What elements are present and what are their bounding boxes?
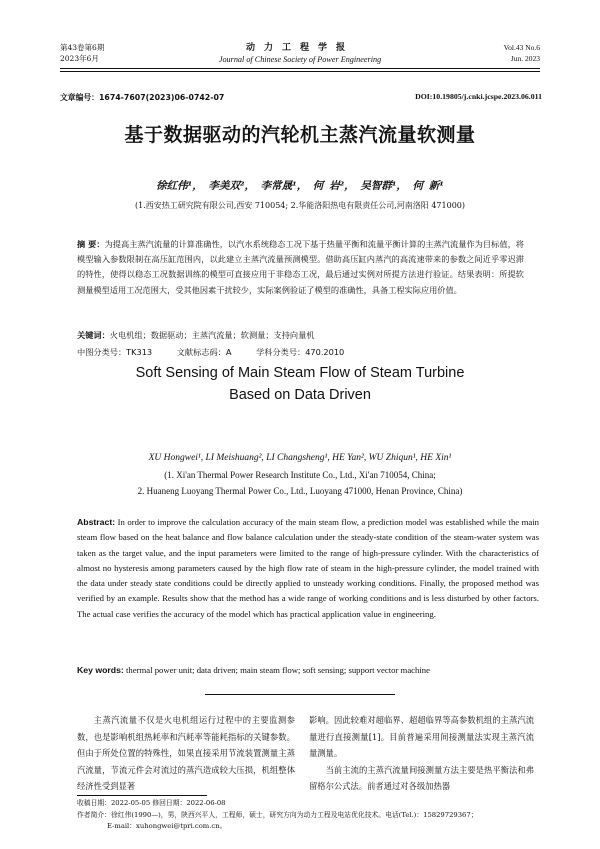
abstract-cn-text: 为提高主蒸汽流量的计算准确性，以汽水系统稳态工况下基于热量平衡和流量平衡计算的主蒸汽流量作为目标值，将模型输入参数限制在高压缸范围内，以此建立主蒸汽流量预测模型。借助高压缸内蒸汽的高流速带来的参数之间近乎零迟滞的特性，使得以稳态工况数据训练的模型可直接应用于非稳态工况，最后通过实例对所提方法进行验证。结果表明：所提软测量模型适用工况范围大，受其他因素干扰较少，实际案例验证了模型的准确性，具备工程实际应用价值。	[77, 239, 524, 295]
date-cn: 2023年6月	[60, 54, 99, 63]
abstract-cn-label: 摘 要：	[77, 239, 105, 249]
keywords-en	[77, 665, 539, 675]
body-column-right	[309, 712, 534, 795]
section-divider	[205, 694, 395, 695]
author-email[interactable]: E-mail：xuhongwei@tpri.com.cn。	[107, 822, 227, 830]
authors-en: XU Hongwei¹, LI Meishuang², LI Changsheng¹, HE Yan², WU Zhiqun¹, HE Xin¹	[148, 453, 452, 463]
footnote-rule	[77, 795, 207, 796]
affiliation-en-line2: 2. Huaneng Luoyang Thermal Power Co., Ltd., Luoyang 471000, Henan Province, China)	[137, 486, 463, 496]
affiliation-en-line1: (1. Xi'an Thermal Power Research Institute Co., Ltd., Xi'an 710054, China;	[164, 470, 436, 480]
body-column-left: 主蒸汽流量不仅是火电机组运行过程中的主要监测参数，也是影响机组热耗率和汽耗率等能耗指标的关键参数。但由于所处位置的特殊性，如果直接采用节流装置测量主蒸汽流量，节流元件会对流过的蒸汽造成较大压损，机组整体经济性受到显著	[77, 715, 295, 791]
title-en-line2: Based on Data Driven	[229, 387, 371, 403]
document-code: 文献标志码：A	[176, 347, 232, 357]
journal-title	[170, 40, 430, 64]
affiliation-en	[0, 467, 600, 499]
volume-issue-cn: 第43卷第6期	[60, 43, 105, 52]
keywords-cn	[77, 330, 524, 341]
abstract-cn	[77, 237, 524, 298]
title-en-line1: Soft Sensing of Main Steam Flow of Steam Turbine	[135, 365, 465, 381]
keywords-cn-text: 火电机组；数据驱动；主蒸汽流量；软测量；支持向量机	[109, 330, 315, 340]
date-en: Jun. 2023	[510, 54, 540, 63]
abstract-en	[77, 515, 539, 622]
journal-volume-issue	[60, 42, 104, 64]
footnotes	[77, 798, 537, 833]
keywords-cn-label: 关键词：	[77, 330, 110, 340]
header-rule-thin	[60, 71, 540, 72]
keywords-en-label: Key words:	[77, 665, 124, 675]
journal-title-en: Journal of Chinese Society of Power Engineering	[218, 55, 382, 64]
journal-title-cn: 动力工程学报	[245, 43, 354, 53]
body-right-paragraph-2: 当前主流的主蒸汽流量间接测量方法主要是热平衡法和弗留格尔公式法。前者通过对各级加热器	[309, 764, 534, 791]
authors-cn: 徐红伟¹， 李美双²， 李常晟¹， 何 岩²， 吴智群¹， 何 新¹	[156, 180, 444, 192]
author-biography: 作者简介：徐红伟(1990—)，男，陕西兴平人，工程师，硕士，研究方向为动力工程及电站优化技术。电话(Tel.)：15829729367；	[77, 810, 478, 819]
abstract-en-label: Abstract:	[77, 517, 116, 527]
header-rule-thick	[60, 68, 540, 69]
journal-volume-issue-en	[504, 42, 540, 64]
article-number: 文章编号：1674-7607(2023)06-0742-07	[60, 93, 225, 102]
received-date: 收稿日期：2022-05-05 修回日期：2022-06-08	[77, 799, 226, 807]
page-title-en	[0, 362, 600, 406]
abstract-en-text: In order to improve the calculation accuracy of the main steam flow, a prediction model was established while the main steam flow based on the heat balance and flow balance calculation under the steady-state condition of the steam-water system was taken as the target value, and the input parameters were limited to the range of high-pressure cylinder. With the characteristics of almost no hysteresis among parameters caused by the high flow rate of steam in the high-pressure cylinder, the model trained with the data under steady state conditions could be directly applied to unsteady working conditions. Finally, the proposed method was verified by an example. Results show that the method has a wide range of working conditions and is less disturbed by other factors. The actual case verifies the accuracy of the model which has practical application value in engineering.	[77, 517, 539, 619]
affiliation-cn: (1.西安热工研究院有限公司,西安 710054; 2.华能洛阳热电有限责任公司,河南洛阳 471000)	[135, 201, 465, 210]
subject-code: 学科分类号：470.2010	[256, 347, 345, 357]
page-title-cn: 基于数据驱动的汽轮机主蒸汽流量软测量	[124, 124, 476, 146]
clc-number: 中图分类号：TK313	[77, 347, 153, 357]
volume-issue-en: Vol.43 No.6	[503, 43, 540, 52]
body-right-paragraph-1: 影响。因此较难对超临界、超超临界等高参数机组的主蒸汽流量进行直接测量[1]。目前普遍采用间接测量法实现主蒸汽流量测量。	[309, 715, 534, 758]
doi[interactable]: DOI:10.19805/j.cnki.jcspe.2023.06.011	[415, 92, 542, 101]
keywords-en-text: thermal power unit; data driven; main steam flow; soft sensing; support vector machine	[123, 665, 430, 675]
classification-line	[77, 347, 366, 358]
